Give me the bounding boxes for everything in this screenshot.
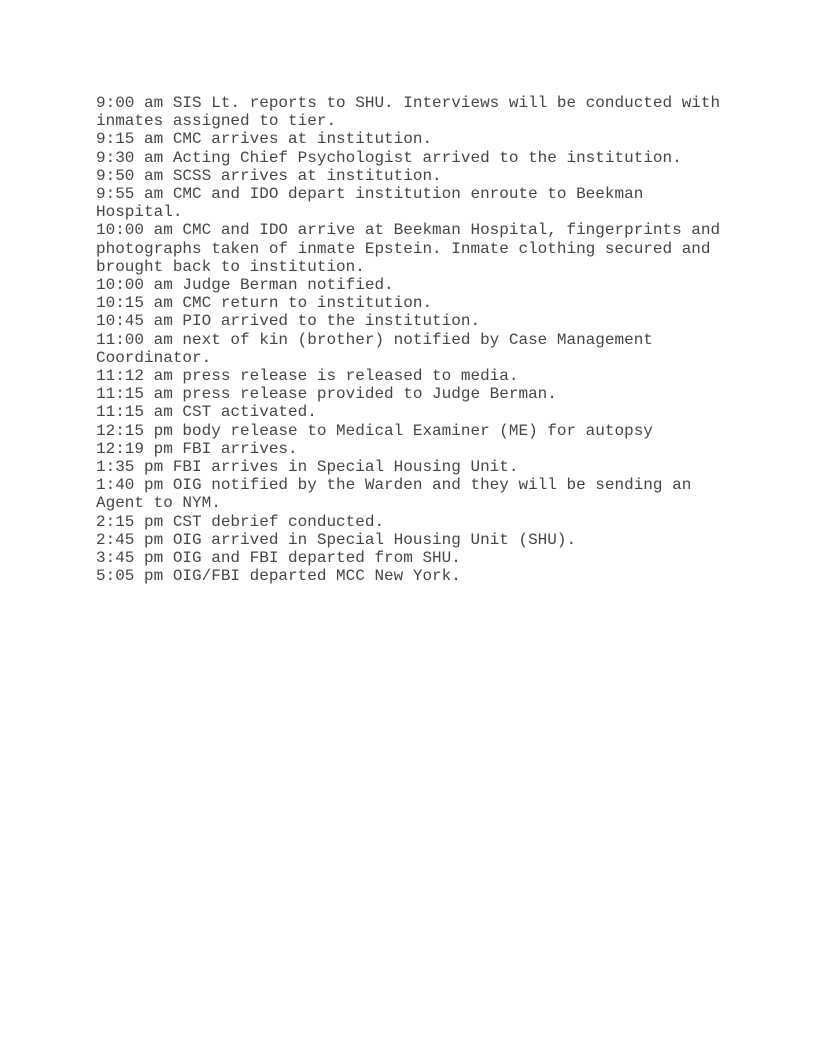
timeline-entry: 11:00 am next of kin (brother) notified by Case Management Coordinator. <box>96 330 653 367</box>
timeline-entry: 12:19 pm FBI arrives. <box>96 439 298 458</box>
timeline-entry: 3:45 pm OIG and FBI departed from SHU. <box>96 549 461 568</box>
timeline-entry: 12:15 pm body release to Medical Examiner (ME) for autopsy <box>96 421 653 440</box>
timeline-entry: 11:15 am press release provided to Judge Berman. <box>96 385 557 404</box>
timeline-entry: 10:00 am CMC and IDO arrive at Beekman Hospital, fingerprints and photographs taken of inmate Epstein. Inmate clothing secured and brought back to institution. <box>96 221 721 276</box>
timeline-text-block <box>96 94 725 585</box>
timeline-entry: 11:12 am press release is released to media. <box>96 367 519 386</box>
timeline-entry: 2:45 pm OIG arrived in Special Housing Unit (SHU). <box>96 530 577 549</box>
timeline-entry: 9:50 am SCSS arrives at institution. <box>96 166 442 185</box>
timeline-entry: 11:15 am CST activated. <box>96 403 317 422</box>
timeline-entry: 9:00 am SIS Lt. reports to SHU. Interviews will be conducted with inmates assigned to tier. <box>96 94 721 131</box>
timeline-entry: 9:30 am Acting Chief Psychologist arrived to the institution. <box>96 148 682 167</box>
timeline-entry: 10:45 am PIO arrived to the institution. <box>96 312 481 331</box>
timeline-entry: 9:15 am CMC arrives at institution. <box>96 130 433 149</box>
timeline-entry: 10:00 am Judge Berman notified. <box>96 276 394 295</box>
timeline-entry: 2:15 pm CST debrief conducted. <box>96 512 385 531</box>
timeline-entry: 9:55 am CMC and IDO depart institution enroute to Beekman Hospital. <box>96 185 644 222</box>
timeline-entry: 1:35 pm FBI arrives in Special Housing Unit. <box>96 458 519 477</box>
timeline-entry: 5:05 pm OIG/FBI departed MCC New York. <box>96 567 461 586</box>
timeline-entry: 10:15 am CMC return to institution. <box>96 294 433 313</box>
timeline-entry: 1:40 pm OIG notified by the Warden and they will be sending an Agent to NYM. <box>96 476 692 513</box>
